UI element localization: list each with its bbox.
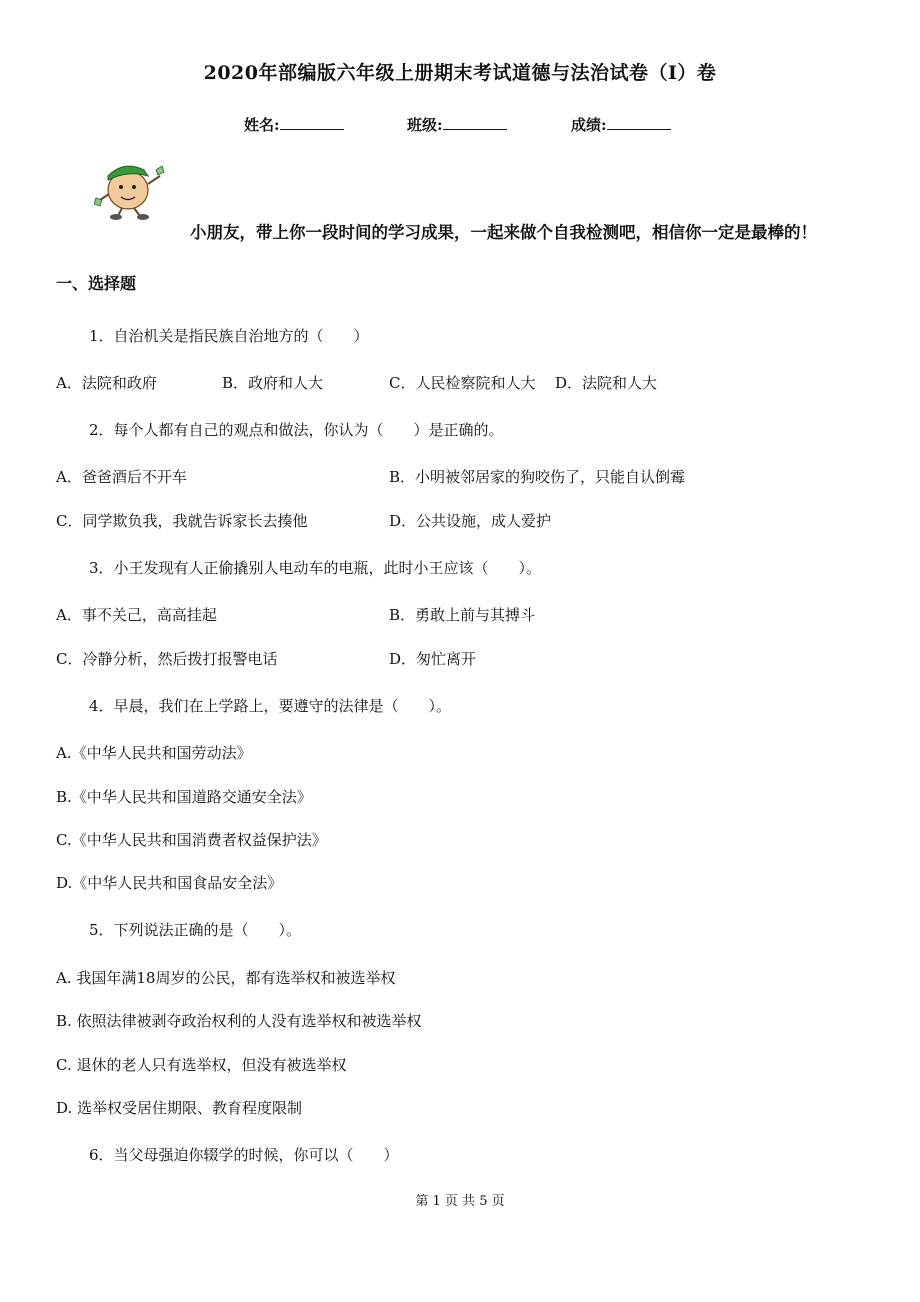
question-5-option-a: A. 我国年满18周岁的公民，都有选举权和被选举权	[56, 969, 396, 987]
score-blank	[607, 115, 671, 130]
question-4-option-b: B.《中华人民共和国道路交通安全法》	[56, 788, 312, 806]
question-1-option-a: A．法院和政府	[56, 374, 157, 392]
question-2-option-b: B．小明被邻居家的狗咬伤了，只能自认倒霉	[389, 468, 686, 486]
question-5-stem: 5．下列说法正确的是（ ）。	[89, 921, 302, 939]
motto-text: 小朋友，带上你一段时间的学习成果，一起来做个自我检测吧，相信你一定是最棒的！	[190, 223, 817, 242]
question-2-stem: 2．每个人都有自己的观点和做法，你认为（ ）是正确的。	[89, 421, 504, 439]
question-3-stem: 3．小王发现有人正偷撬别人电动车的电瓶，此时小王应该（ ）。	[89, 559, 542, 577]
question-4-option-d: D.《中华人民共和国食品安全法》	[56, 874, 283, 892]
section-title: 一、选择题	[56, 274, 137, 293]
question-2-option-a: A．爸爸酒后不开车	[56, 468, 187, 486]
page-title: 2020年部编版六年级上册期末考试道德与法治试卷（I）卷	[203, 62, 717, 84]
class-label: 班级:	[407, 116, 443, 134]
question-5-option-c: C. 退休的老人只有选举权，但没有被选举权	[56, 1056, 347, 1074]
question-2-option-c: C．同学欺负我，我就告诉家长去揍他	[56, 512, 308, 530]
name-blank	[280, 115, 344, 130]
question-1-option-d: D．法院和人大	[555, 374, 658, 392]
score-label: 成绩:	[571, 116, 607, 134]
page-footer: 第 1 页 共 5 页	[415, 1194, 505, 1209]
question-4-option-a: A.《中华人民共和国劳动法》	[56, 744, 252, 762]
question-4-option-c: C.《中华人民共和国消费者权益保护法》	[56, 831, 327, 849]
question-2-option-d: D．公共设施，成人爱护	[389, 512, 552, 530]
question-3-option-d: D．匆忙离开	[389, 650, 477, 668]
mascot-illustration	[94, 156, 170, 222]
class-blank	[443, 115, 507, 130]
question-1-stem: 1．自治机关是指民族自治地方的（ ）	[89, 327, 369, 345]
student-class-field	[407, 114, 507, 135]
student-score-field	[571, 114, 671, 135]
question-5-option-b: B. 依照法律被剥夺政治权利的人没有选举权和被选举权	[56, 1012, 422, 1030]
question-3-option-a: A．事不关己，高高挂起	[56, 606, 217, 624]
question-6-stem: 6．当父母强迫你辍学的时候，你可以（ ）	[89, 1146, 399, 1164]
student-name-field	[244, 114, 344, 135]
question-3-option-c: C．冷静分析，然后拨打报警电话	[56, 650, 278, 668]
question-4-stem: 4．早晨，我们在上学路上，要遵守的法律是（ ）。	[89, 697, 452, 715]
question-1-option-c: C．人民检察院和人大	[389, 374, 536, 392]
question-3-option-b: B．勇敢上前与其搏斗	[389, 606, 536, 624]
question-1-option-b: B．政府和人大	[222, 374, 324, 392]
question-5-option-d: D. 选举权受居住期限、教育程度限制	[56, 1099, 303, 1117]
name-label: 姓名:	[244, 116, 280, 134]
